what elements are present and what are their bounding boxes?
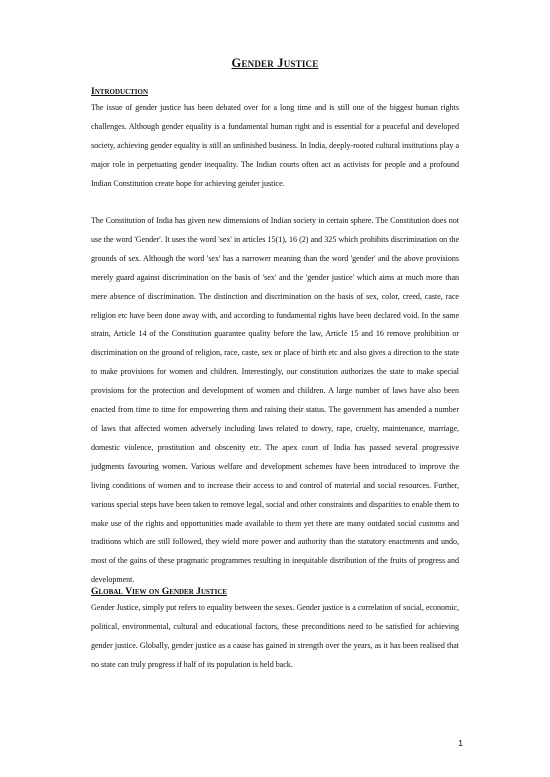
- section-heading-introduction: Introduction: [91, 86, 149, 97]
- page-number: 1: [458, 738, 463, 748]
- global-view-paragraph: Gender Justice, simply put refers to equality between the sexes. Gender justice is a correlation of social, economic, political, environmental, cultural and educational factors, these preconditions need to be satisfied for achieving gender justice. Globally, gender justice as a cause has gained in strength over the years, as it has been realised that no state can truly progress if half of its population is held back.: [91, 603, 459, 669]
- intro-paragraph-2: The Constitution of India has given new dimensions of Indian society in certain sphere. The Constitution does not use the word 'Gender'. It uses the word 'sex' in articles 15(1), 16 (2) and 325 which prohibits discrimination on the grounds of sex. Although the word 'sex' has a narrower meaning than the word 'gender' and the above provisions merely guard against discrimination on the basis of 'sex' and the 'gender justice' which aims at much more than mere absence of discrimination. The distinction and discrimination on the basis of sex, color, creed, caste, race religion etc have been done away with, and according to fundamental rights have been declared void. In the same strain, Article 14 of the Constitution guarantee quality before the law, Article 15 and 16 remove prohibition or discrimination on the ground of religion, race, caste, sex or place of birth etc and also gives a direction to the state to make provisions for women and children. Interestingly, our constitution authorizes the state to make special provisions for the protection and development of women and children. A large number of laws have also been enacted from time to time for empowering them and raising their status. The government has amended a number of laws that affected women adversely including laws related to dowry, rape, cruelty, maintenance, marriage, domestic violence, prostitution and obscenity etc. The apex court of India has passed several progressive judgments favouring women. Various welfare and development schemes have been introduced to improve the living conditions of women and to increase their access to and control of material and social resources. Further, various special steps have been taken to remove legal, social and other constraints and disparities to enable them to make use of the rights and opportunities made available to them yet there are many outdated social customs and traditions which are still followed, they wield more power and authority than the statutory enactments and undo, most of the gains of these pragmatic programmes resulting in inequitable distribution of the fruits of progress and development.: [91, 216, 459, 585]
- document-title: Gender Justice: [231, 56, 319, 70]
- section-heading-global-view: Global View on Gender Justice: [91, 586, 228, 597]
- intro-paragraph-1: The issue of gender justice has been debated over for a long time and is still one of the biggest human rights challenges. Although gender equality is a fundamental human right and is essential for a peaceful and developed society, achieving gender equality is still an unfinished business. In India, deeply-rooted cultural institutions play a major role in perpetuating gender inequality. The Indian courts often act as activists for people and a profound Indian Constitution create hope for achieving gender justice.: [91, 103, 459, 188]
